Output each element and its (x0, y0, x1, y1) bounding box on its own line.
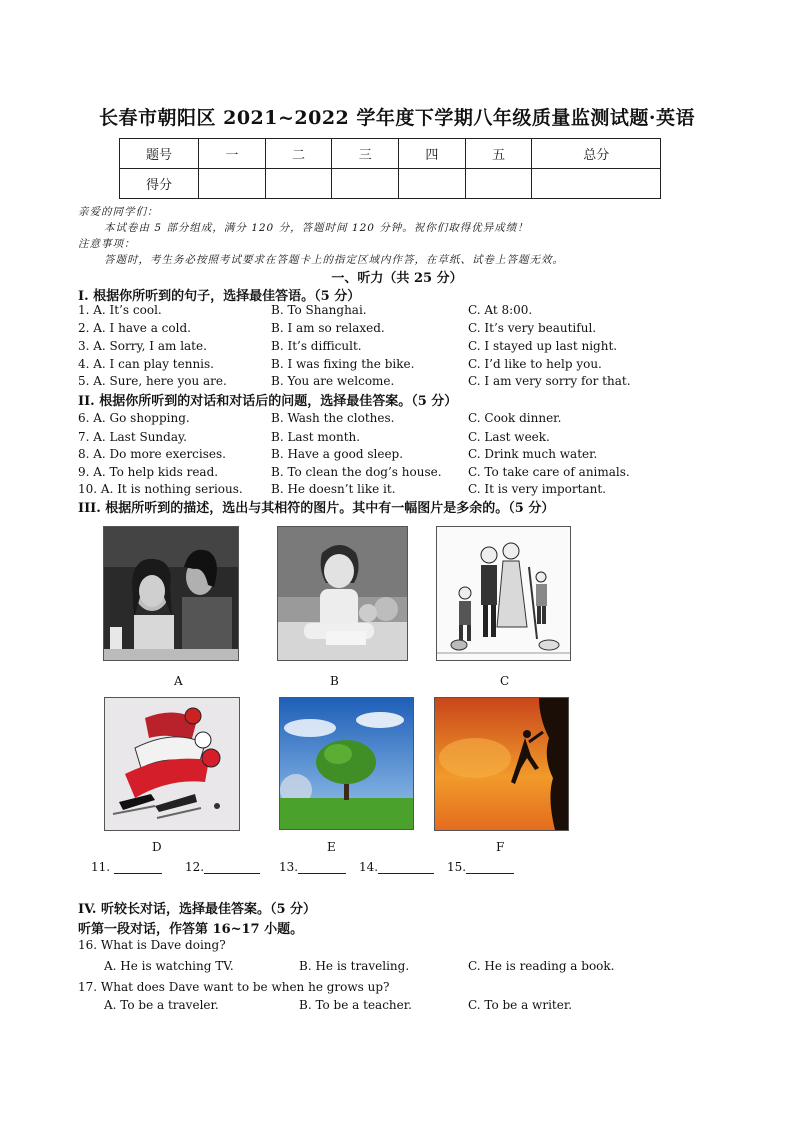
option-b: B. To clean the dog’s house. (271, 465, 442, 479)
option-c: C. It’s very beautiful. (468, 321, 597, 335)
section-4-heading: IV. 听较长对话，选择最佳答案。（5 分） (78, 902, 317, 917)
option-b: B. I am so relaxed. (271, 321, 385, 335)
option-c: C. Drink much water. (468, 447, 598, 461)
picture-label: E (327, 840, 336, 854)
blank-number: 13. (279, 860, 299, 874)
option-a: 5. A. Sure, here you are. (78, 374, 227, 388)
score-cell: 总分 (532, 139, 661, 169)
score-input-cell[interactable] (332, 169, 399, 199)
attention-heading: 注意事项： (78, 238, 136, 250)
score-table-header-row (120, 139, 661, 169)
option-b: B. I was fixing the bike. (271, 357, 415, 371)
option-b: B. Wash the clothes. (271, 411, 395, 425)
score-input-cell[interactable] (399, 169, 466, 199)
section-4-subheading: 听第一段对话，作答第 16~17 小题。 (78, 922, 304, 937)
greeting: 亲爱的同学们： (78, 206, 159, 218)
option-b: B. Last month. (271, 430, 361, 444)
picture-label: D (152, 840, 162, 854)
score-input-cell[interactable] (465, 169, 532, 199)
option-b: B. It’s difficult. (271, 339, 362, 353)
question-16: 16. What is Dave doing? (78, 938, 226, 952)
answer-blank-12[interactable] (185, 860, 260, 874)
picture-a (103, 526, 239, 661)
section-2-heading: II. 根据你所听到的对话和对话后的问题，选择最佳答案。（5 分） (78, 394, 458, 409)
picture-label: A (174, 674, 183, 688)
option-c: C. It is very important. (468, 482, 606, 496)
blank-number: 12. (185, 860, 205, 874)
page-title: 长春市朝阳区 2021~2022 学年度下学期八年级质量监测试题·英语 (98, 107, 696, 129)
option-a: 4. A. I can play tennis. (78, 357, 214, 371)
blank-number: 11. (91, 860, 111, 874)
question-17: 17. What does Dave want to be when he grows up? (78, 980, 390, 994)
option-c: C. He is reading a book. (468, 959, 615, 973)
blank-number: 14. (359, 860, 379, 874)
rock-climber-image (435, 698, 568, 830)
option-b: B. Have a good sleep. (271, 447, 404, 461)
rule-text: 答题时，考生务必按照考试要求在答题卡上的指定区域内作答，在草纸、试卷上答题无效。 (104, 254, 564, 266)
score-input-cell[interactable] (199, 169, 266, 199)
family-chores-image (437, 527, 570, 660)
score-cell: 一 (199, 139, 266, 169)
part-heading: 一、听力（共 25 分） (331, 271, 463, 286)
score-table-score-row (120, 169, 661, 199)
answer-blank-13[interactable] (279, 860, 346, 874)
option-b: B. He doesn’t like it. (271, 482, 396, 496)
blank-number: 15. (447, 860, 467, 874)
option-a: 8. A. Do more exercises. (78, 447, 226, 461)
option-a: 6. A. Go shopping. (78, 411, 190, 425)
section-1-heading: I. 根据你所听到的句子，选择最佳答语。（5 分） (78, 289, 361, 304)
score-cell: 四 (399, 139, 466, 169)
picture-label: F (496, 840, 505, 854)
picture-b (277, 526, 408, 661)
option-c: C. At 8:00. (468, 303, 533, 317)
picture-c (436, 526, 571, 661)
option-a: 9. A. To help kids read. (78, 465, 219, 479)
intro-text: 本试卷由 5 部分组成，满分 120 分，答题时间 120 分钟。祝你们取得优异成绩！ (104, 222, 529, 234)
option-b: B. He is traveling. (299, 959, 410, 973)
option-a: 3. A. Sorry, I am late. (78, 339, 207, 353)
picture-e (279, 697, 414, 830)
score-input-cell[interactable] (265, 169, 332, 199)
picture-label: C (500, 674, 510, 688)
option-a: A. To be a traveler. (104, 998, 219, 1012)
option-a: 2. A. I have a cold. (78, 321, 191, 335)
option-c: C. I’d like to help you. (468, 357, 602, 371)
option-b: B. To be a teacher. (299, 998, 412, 1012)
answer-blank-15[interactable] (447, 860, 514, 874)
picture-f (434, 697, 569, 831)
picture-label: B (330, 674, 339, 688)
answer-blank-11[interactable] (91, 860, 162, 874)
tree-landscape-image (280, 698, 413, 829)
option-a: 1. A. It’s cool. (78, 303, 162, 317)
score-cell: 五 (465, 139, 532, 169)
score-table (119, 138, 661, 199)
option-a: 7. A. Last Sunday. (78, 430, 187, 444)
score-cell: 三 (332, 139, 399, 169)
score-cell: 得分 (120, 169, 199, 199)
score-cell: 二 (265, 139, 332, 169)
option-a: 10. A. It is nothing serious. (78, 482, 243, 496)
answer-blank-14[interactable] (359, 860, 434, 874)
option-c: C. To take care of animals. (468, 465, 630, 479)
option-b: B. To Shanghai. (271, 303, 367, 317)
toddler-image (278, 527, 407, 660)
section-3-heading: III. 根据所听到的描述，选出与其相符的图片。其中有一幅图片是多余的。（5 分） (78, 501, 555, 516)
option-c: C. To be a writer. (468, 998, 573, 1012)
option-c: C. Cook dinner. (468, 411, 562, 425)
mother-daughter-image (104, 527, 238, 660)
option-b: B. You are welcome. (271, 374, 395, 388)
speed-skating-image (105, 698, 239, 830)
option-c: C. Last week. (468, 430, 550, 444)
option-a: A. He is watching TV. (104, 959, 234, 973)
score-cell: 题号 (120, 139, 199, 169)
picture-d (104, 697, 240, 831)
score-input-cell[interactable] (532, 169, 661, 199)
option-c: C. I stayed up last night. (468, 339, 618, 353)
option-c: C. I am very sorry for that. (468, 374, 631, 388)
